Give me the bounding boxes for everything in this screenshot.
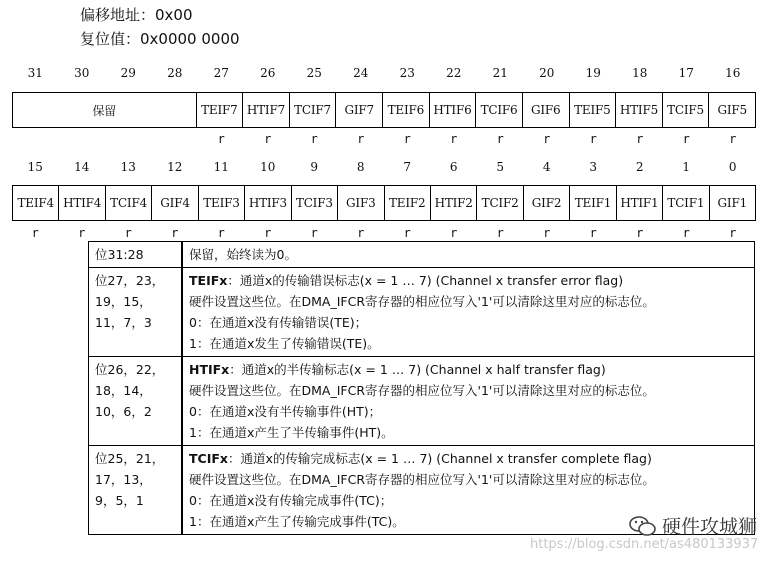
description-cell: TEIFx：通道x的传输错误标志(x = 1 … 7) (Channel x transfer error flag) 硬件设置这些位。在DMA_IFCR寄存器的相应位写入'1'可以清除这里对应的标志位。 0：在通道x没有传输错误(TE)； 1：在通道x发生了传输错误(TE)。	[182, 268, 755, 357]
watermark-name: 硬件攻城狮	[662, 516, 758, 538]
bit-number: 7	[403, 160, 412, 174]
bit-number: 23	[399, 66, 415, 80]
access-flag: r	[357, 132, 365, 146]
bits-cell: 位25，21， 17，13， 9，5，1	[89, 446, 183, 535]
access-flag: r	[264, 226, 272, 240]
field-tcif2: TCIF2	[477, 186, 523, 220]
register-row-low	[12, 185, 756, 221]
field-gif1: GIF1	[717, 196, 748, 210]
bit-number: 21	[492, 66, 508, 80]
field-tcif5: TCIF5	[663, 93, 710, 127]
bit-numbers-high	[12, 66, 756, 80]
bit-number: 12	[167, 160, 183, 174]
access-flag: r	[124, 226, 132, 240]
field-htif1: HTIF1	[617, 186, 663, 220]
bit-number: 30	[74, 66, 90, 80]
field-teif4: TEIF4	[13, 186, 59, 220]
field-tcif4: TCIF4	[106, 186, 152, 220]
access-flag: r	[403, 226, 411, 240]
access-flag: r	[496, 226, 504, 240]
access-flag: r	[403, 132, 411, 146]
register-row-high	[12, 92, 756, 128]
bit-number: 29	[120, 66, 136, 80]
field-teif2: TEIF2	[385, 186, 431, 220]
access-flag: r	[729, 132, 737, 146]
bit-number: 3	[589, 160, 598, 174]
bit-number: 28	[167, 66, 183, 80]
bit-number: 31	[27, 66, 43, 80]
bit-number: 2	[635, 160, 644, 174]
field-gif7: GIF7	[336, 93, 383, 127]
access-flag: r	[171, 226, 179, 240]
bit-number: 0	[728, 160, 737, 174]
field-teif6: TEIF6	[383, 93, 430, 127]
access-flag: r	[589, 132, 597, 146]
bit-number: 10	[260, 160, 276, 174]
bit-number: 17	[678, 66, 694, 80]
bit-number: 5	[496, 160, 505, 174]
field-htif2: HTIF2	[431, 186, 477, 220]
bit-number: 4	[542, 160, 551, 174]
field-tcif7: TCIF7	[290, 93, 337, 127]
access-flag: r	[636, 226, 644, 240]
access-row-high	[12, 132, 756, 146]
table-row	[89, 268, 755, 357]
access-flag: r	[589, 226, 597, 240]
bit-number: 9	[310, 160, 319, 174]
reserved-field: 保留	[13, 93, 197, 127]
bit-number: 14	[74, 160, 90, 174]
bits-cell: 位31:28	[89, 242, 183, 268]
field-htif7: HTIF7	[243, 93, 290, 127]
access-flag: r	[450, 226, 458, 240]
access-flag: r	[496, 132, 504, 146]
bit-number: 25	[306, 66, 322, 80]
access-flag: r	[682, 226, 690, 240]
bit-number: 15	[27, 160, 43, 174]
bit-description-table	[88, 241, 755, 535]
bit-number: 19	[585, 66, 601, 80]
access-flag: r	[31, 226, 39, 240]
access-flag: r	[729, 226, 737, 240]
access-flag: r	[543, 226, 551, 240]
bit-number: 16	[725, 66, 741, 80]
bit-number: 8	[356, 160, 365, 174]
bit-numbers-low	[12, 160, 756, 174]
field-name: TEIFx	[189, 273, 228, 288]
access-flag: r	[310, 132, 318, 146]
access-flag: r	[78, 226, 86, 240]
bits-cell: 位27，23， 19，15， 11，7，3	[89, 268, 183, 357]
offset-address: 偏移地址：0x00	[80, 6, 193, 24]
access-flag: r	[217, 132, 225, 146]
field-gif3: GIF3	[338, 186, 384, 220]
access-flag: r	[264, 132, 272, 146]
bit-number: 1	[682, 160, 691, 174]
field-gif6: GIF6	[523, 93, 570, 127]
access-flag: r	[543, 132, 551, 146]
field-name: HTIFx	[189, 362, 230, 377]
reset-value: 复位值：0x0000 0000	[80, 30, 240, 48]
access-flag: r	[310, 226, 318, 240]
bit-number: 20	[539, 66, 555, 80]
bits-cell: 位26，22， 18，14， 10，6，2	[89, 357, 183, 446]
field-htif6: HTIF6	[430, 93, 477, 127]
access-flag: r	[682, 132, 690, 146]
bit-number: 22	[446, 66, 462, 80]
field-teif3: TEIF3	[199, 186, 245, 220]
bit-number: 26	[260, 66, 276, 80]
bit-number: 24	[353, 66, 369, 80]
table-row	[89, 242, 755, 268]
field-teif1: TEIF1	[570, 186, 616, 220]
table-row	[89, 357, 755, 446]
field-teif7: TEIF7	[197, 93, 244, 127]
bit-number: 13	[120, 160, 136, 174]
access-flag: r	[217, 226, 225, 240]
description-cell: TCIFx：通道x的传输完成标志(x = 1 … 7) (Channel x transfer complete flag) 硬件设置这些位。在DMA_IFCR寄存器的相应位写入'1'可以清除这里对应的标志位。 0：在通道x没有传输完成事件(TC)； 1：在通道x产生了传输完成事件(TC)。	[182, 446, 755, 535]
field-gif4: GIF4	[152, 186, 198, 220]
field-htif5: HTIF5	[616, 93, 663, 127]
bit-number: 6	[449, 160, 458, 174]
field-tcif1: TCIF1	[663, 186, 709, 220]
watermark-url: https://blog.csdn.net/as480133937	[530, 537, 759, 552]
field-tcif3: TCIF3	[292, 186, 338, 220]
field-teif5: TEIF5	[570, 93, 617, 127]
field-gif2: GIF2	[524, 186, 570, 220]
bit-number: 27	[213, 66, 229, 80]
description-cell: HTIFx：通道x的半传输标志(x = 1 … 7) (Channel x half transfer flag) 硬件设置这些位。在DMA_IFCR寄存器的相应位写入'1'可以清除这里对应的标志位。 0：在通道x没有半传输事件(HT)； 1：在通道x产生了半传输事件(HT)。	[182, 357, 755, 446]
access-flag: r	[450, 132, 458, 146]
description-cell: 保留，始终读为0。	[182, 242, 755, 268]
field-htif4: HTIF4	[59, 186, 105, 220]
field-gif5: GIF5	[717, 103, 747, 117]
field-htif3: HTIF3	[245, 186, 291, 220]
bit-number: 11	[213, 160, 229, 174]
field-name: TCIFx	[189, 451, 228, 466]
bit-number: 18	[632, 66, 648, 80]
access-flag: r	[357, 226, 365, 240]
field-tcif6: TCIF6	[476, 93, 523, 127]
access-flag: r	[636, 132, 644, 146]
access-row-low	[12, 226, 756, 240]
